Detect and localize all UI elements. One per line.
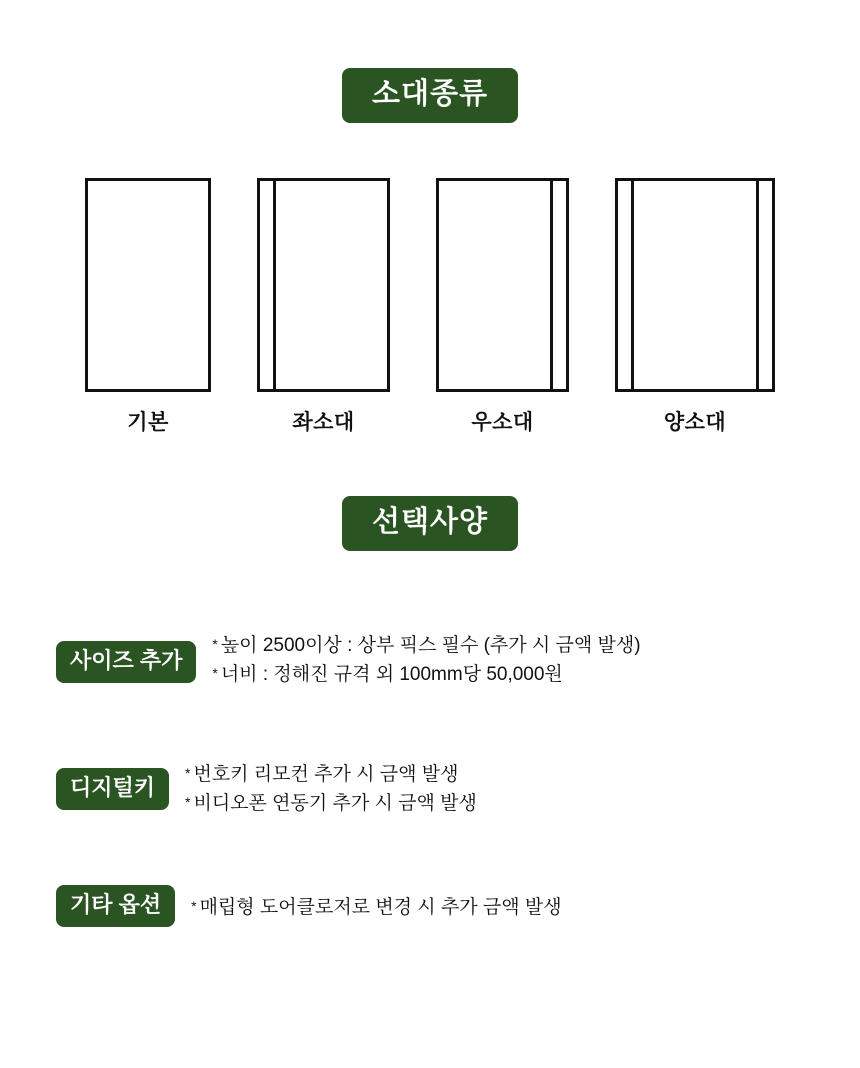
option-detail-group [212,629,640,690]
door-diagram-left-panel [257,178,390,392]
door-diagram-both-panels [615,178,775,392]
options-list [0,629,860,927]
door-type-label: 기본 [127,411,169,434]
door-side-panel-right [550,181,566,389]
door-diagram-right-panel [436,178,569,392]
options-title: 선택사양 [342,496,518,551]
door-type-item [85,178,211,436]
door-types-gallery [0,178,860,436]
asterisk-icon: * [191,897,197,914]
door-side-panel-left [260,181,276,389]
door-type-item [436,178,569,436]
door-types-title-wrap [0,68,860,123]
option-detail-line [185,760,477,789]
option-detail-text: 너비 : 정해진 규격 외 100mm당 50,000원 [220,664,563,686]
door-type-label: 우소대 [471,411,534,434]
option-detail-line [191,893,562,922]
option-detail-line [185,789,477,818]
asterisk-icon: * [212,665,218,682]
door-main-leaf [634,181,756,389]
asterisk-icon: * [185,764,191,781]
door-types-title: 소대종류 [342,68,518,123]
option-detail-line [212,660,640,689]
door-type-item [615,178,775,436]
door-side-panel-left [618,181,634,389]
option-detail-text: 번호키 리모컨 추가 시 금액 발생 [193,763,459,785]
option-label-digital-key: 디지털키 [56,768,169,810]
option-row [56,629,830,690]
door-side-panel-right [756,181,772,389]
option-detail-text: 매립형 도어클로저로 변경 시 추가 금액 발생 [199,896,562,918]
option-detail-group [191,887,562,922]
asterisk-icon: * [212,636,218,652]
option-detail-line [212,631,640,660]
options-title-wrap [0,496,860,551]
option-row [56,887,830,927]
option-detail-text: 비디오폰 연동기 추가 시 금액 발생 [193,793,477,815]
option-label-etc: 기타 옵션 [56,885,175,927]
door-type-label: 좌소대 [292,411,355,434]
option-row [56,758,830,819]
door-main-leaf [439,181,550,389]
door-type-item [257,178,390,436]
option-detail-text: 높이 2500이상 : 상부 픽스 필수 (추가 시 금액 발생) [220,635,641,656]
option-label-size: 사이즈 추가 [56,641,196,683]
door-diagram-plain [85,178,211,392]
option-detail-group [185,758,477,819]
asterisk-icon: * [185,794,191,811]
door-type-label: 양소대 [663,411,727,434]
